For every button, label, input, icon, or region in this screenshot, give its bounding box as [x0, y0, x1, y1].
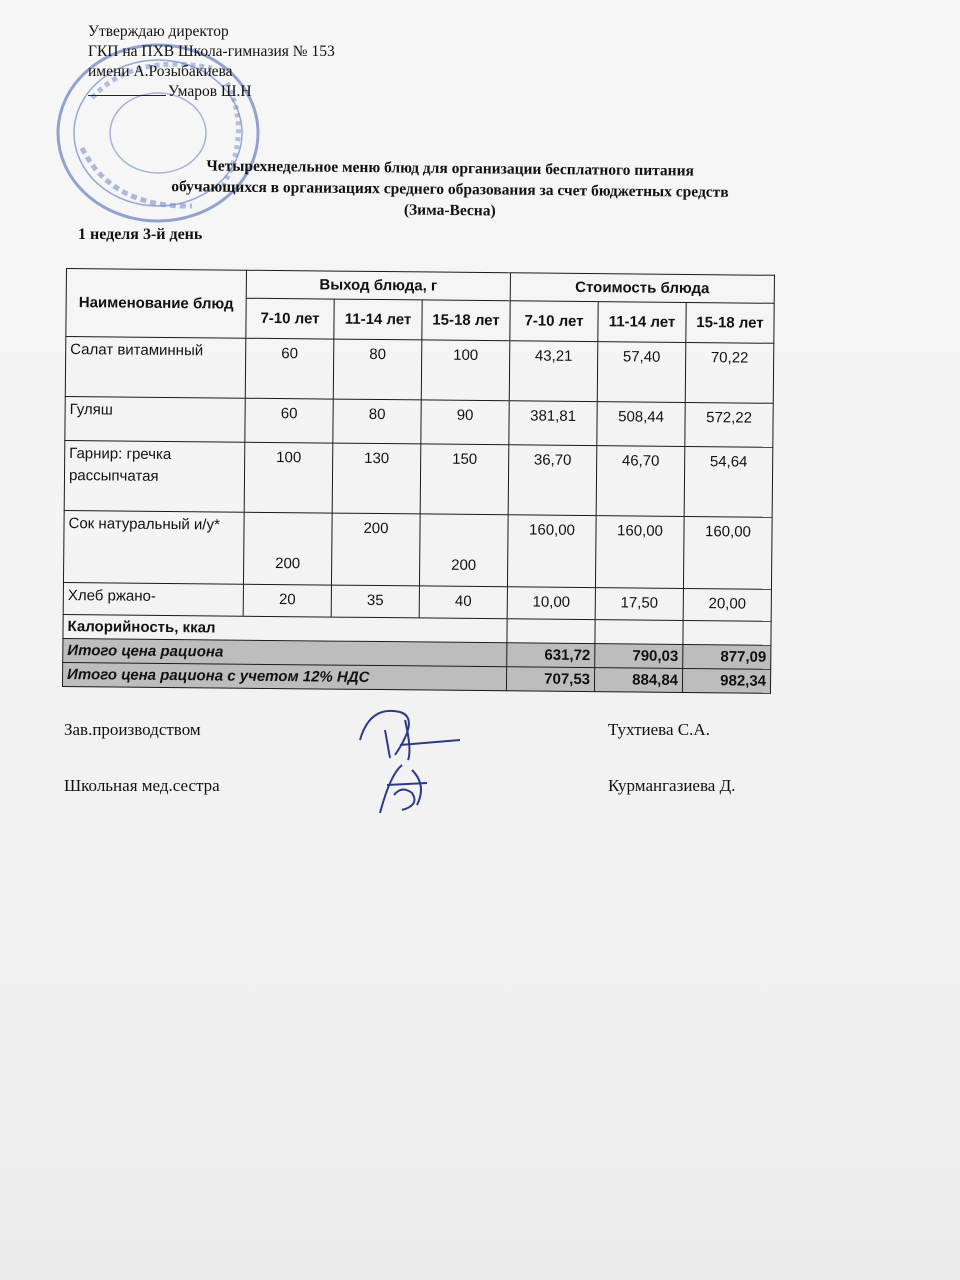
age-group-header: 7-10 лет [246, 298, 334, 339]
calories-cell [507, 619, 595, 644]
calories-label: Калорийность, ккал [63, 614, 507, 642]
total-vat-value: 982,34 [682, 668, 770, 693]
dish-cost: 381,81 [509, 401, 597, 446]
dish-cost: 508,44 [597, 402, 685, 447]
dish-row [65, 337, 774, 404]
director-name: Умаров Ш.Н [168, 83, 252, 100]
title-line-2: обучающихся в организациях среднего образования за счет бюджетных средств [171, 178, 729, 201]
total-label: Итого цена рациона [63, 638, 507, 666]
age-group-header: 15-18 лет [686, 302, 774, 343]
dish-yield: 80 [333, 339, 422, 400]
header-yield: Выход блюда, г [246, 270, 510, 301]
signature-2 [372, 755, 442, 820]
dish-yield: 20 [243, 584, 331, 617]
signature-line [88, 95, 166, 96]
calories-cell [595, 620, 683, 645]
dish-yield: 150 [420, 444, 509, 515]
age-group-header: 15-18 лет [422, 300, 510, 341]
dish-cost: 70,22 [685, 342, 774, 403]
dish-row [63, 510, 772, 589]
dish-yield: 90 [421, 400, 509, 445]
approval-block [88, 22, 335, 102]
dish-yield: 100 [421, 340, 510, 401]
footer-role-2: Школьная мед.сестра [64, 776, 220, 795]
age-group-header: 11-14 лет [598, 302, 686, 343]
dish-name: Салат витаминный [65, 337, 246, 399]
dish-cost: 57,40 [597, 342, 686, 403]
dish-yield: 200 [331, 513, 420, 586]
dish-cost: 36,70 [508, 445, 597, 516]
approval-line-4 [88, 82, 335, 102]
footer-role-1: Зав.производством [64, 720, 201, 739]
title-line-3: (Зима-Весна) [403, 201, 496, 220]
total-vat-value: 707,53 [506, 667, 594, 692]
total-value: 790,03 [595, 644, 683, 669]
menu-table-wrap [62, 268, 775, 694]
dish-cost: 43,21 [509, 341, 598, 402]
document-title [70, 154, 831, 225]
dish-yield: 200 [419, 514, 508, 587]
approval-line-2: ГКП на ПХВ Школа-гимназия № 153 [88, 43, 335, 60]
approval-line-1: Утверждаю директор [88, 23, 229, 40]
header-cost: Стоимость блюда [510, 273, 774, 304]
dish-name: Сок натуральный и/у* [63, 510, 244, 584]
dish-yield: 200 [243, 512, 332, 585]
total-value: 877,09 [683, 644, 771, 669]
dish-yield: 35 [331, 585, 419, 618]
age-group-header: 7-10 лет [510, 301, 598, 342]
week-day-label: 1 неделя 3-й день [78, 226, 203, 243]
header-dish-name: Наименование блюд [66, 269, 247, 339]
age-group-header: 11-14 лет [334, 299, 422, 340]
dish-name: Хлеб ржано- [63, 582, 243, 616]
approval-line-3: имени А.Розыбакиева [88, 63, 233, 80]
dish-cost: 572,22 [685, 402, 773, 447]
dish-yield: 60 [245, 398, 333, 443]
dish-name: Гуляш [65, 396, 245, 442]
dish-row [64, 440, 773, 517]
dish-cost: 54,64 [684, 446, 773, 517]
dish-cost: 160,00 [507, 515, 596, 588]
total-vat-label: Итого цена рациона с учетом 12% НДС [62, 662, 506, 690]
dish-cost: 10,00 [507, 587, 595, 620]
dish-cost: 20,00 [683, 588, 771, 621]
dish-cost: 160,00 [683, 516, 772, 589]
dish-name: Гарнир: гречка рассыпчатая [64, 440, 245, 512]
dish-yield: 130 [332, 443, 421, 514]
dish-cost: 17,50 [595, 588, 683, 621]
total-vat-value: 884,84 [594, 668, 682, 693]
footer-person-1: Тухтиева С.А. [608, 720, 710, 739]
dish-yield: 100 [244, 442, 333, 513]
calories-cell [683, 620, 771, 645]
title-line-1: Четырехнедельное меню блюд для организации бесплатного питания [206, 157, 695, 180]
dish-yield: 80 [333, 399, 421, 444]
dish-yield: 40 [419, 586, 507, 619]
dish-yield: 60 [245, 338, 334, 399]
dish-row [65, 396, 773, 447]
menu-body [63, 337, 774, 622]
dish-cost: 46,70 [596, 446, 685, 517]
total-value: 631,72 [507, 643, 595, 668]
footer-person-2: Курмангазиева Д. [608, 776, 736, 795]
menu-table [62, 268, 775, 694]
dish-cost: 160,00 [595, 516, 684, 589]
